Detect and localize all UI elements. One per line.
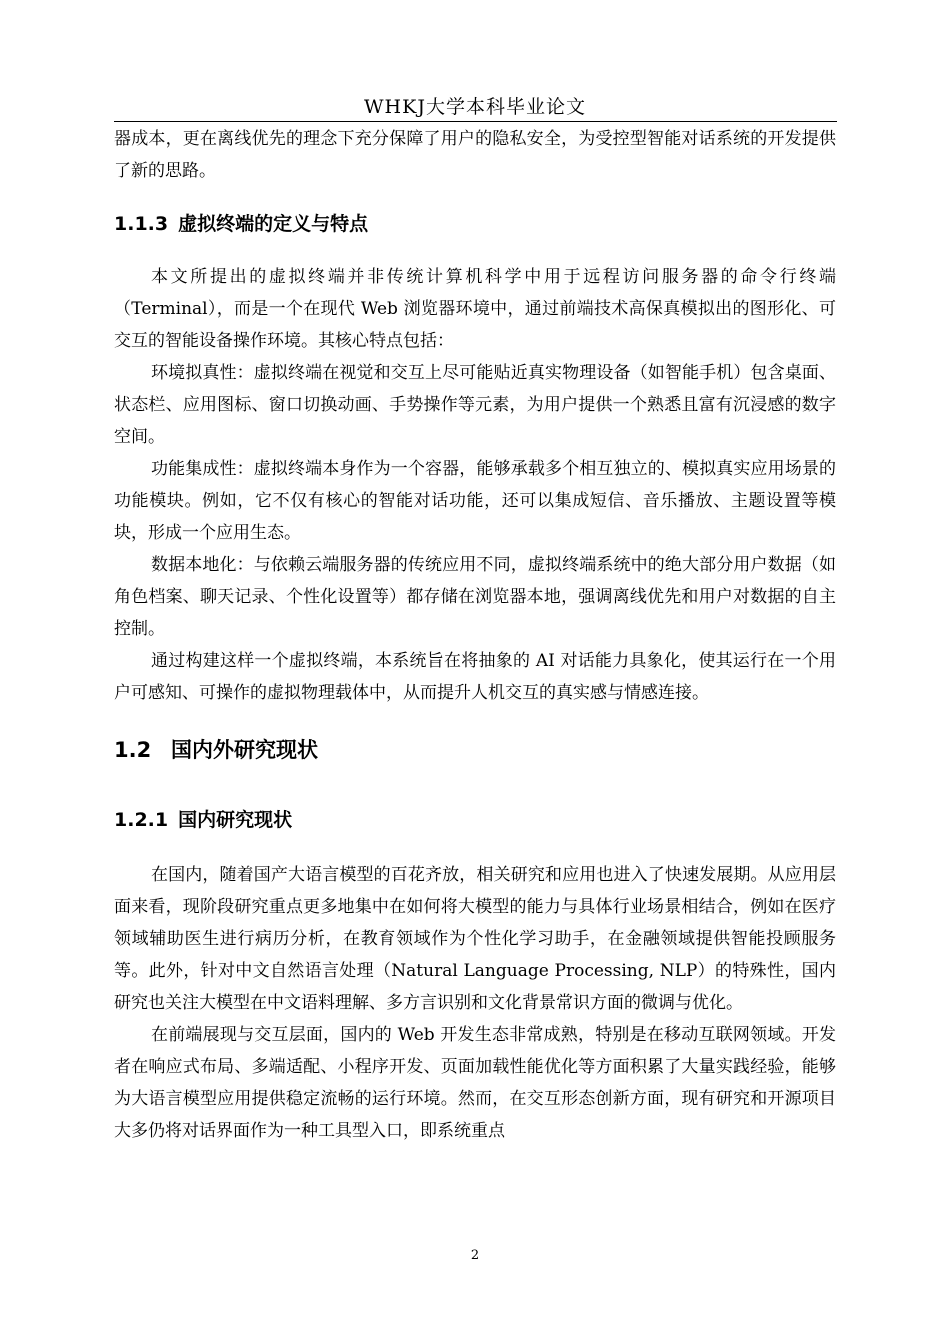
paragraph-data-localization: 数据本地化：与依赖云端服务器的传统应用不同，虚拟终端系统中的绝大部分用户数据（如角色档案、聊天记录、个性化设置等）都存储在浏览器本地，强调离线优先和用户对数据的自主控制。 xyxy=(114,555,836,639)
paragraph-terminal-intro: 本文所提出的虚拟终端并非传统计算机科学中用于远程访问服务器的命令行终端（Terminal），而是一个在现代 Web 浏览器环境中，通过前端技术高保真模拟出的图形化、可交互的智能设备操作环境。其核心特点包括： xyxy=(114,267,836,351)
page-content xyxy=(114,123,836,1147)
header-rule xyxy=(114,121,837,122)
section-number: 1.2 xyxy=(114,738,152,762)
section-title: 国内外研究现状 xyxy=(171,738,318,762)
paragraph-domestic-llm: 在国内，随着国产大语言模型的百花齐放，相关研究和应用也进入了快速发展期。从应用层面来看，现阶段研究重点更多地集中在如何将大模型的能力与具体行业场景相结合，例如在医疗领域辅助医生进行病历分析，在教育领域作为个性化学习助手，在金融领域提供智能投顾服务等。此外，针对中文自然语言处理（Natural Language Processing, NLP）的特殊性，国内研究也关注大模型在中文语料理解、多方言识别和文化背景常识方面的微调与优化。 xyxy=(114,865,836,1013)
paragraph-environment-realism: 环境拟真性：虚拟终端在视觉和交互上尽可能贴近真实物理设备（如智能手机）包含桌面、状态栏、应用图标、窗口切换动画、手势操作等元素，为用户提供一个熟悉且富有沉浸感的数字空间。 xyxy=(114,363,836,447)
paragraph-terminal-summary: 通过构建这样一个虚拟终端，本系统旨在将抽象的 AI 对话能力具象化，使其运行在一个用户可感知、可操作的虚拟物理载体中，从而提升人机交互的真实感与情感连接。 xyxy=(114,651,836,703)
section-title: 虚拟终端的定义与特点 xyxy=(178,213,369,235)
paragraph-continued: 器成本，更在离线优先的理念下充分保障了用户的隐私安全，为受控型智能对话系统的开发提供了新的思路。 xyxy=(114,129,836,181)
section-heading-1-2-1 xyxy=(114,804,836,836)
paragraph-function-integration: 功能集成性：虚拟终端本身作为一个容器，能够承载多个相互独立的、模拟真实应用场景的功能模块。例如，它不仅有核心的智能对话功能，还可以集成短信、音乐播放、主题设置等模块，形成一个应用生态。 xyxy=(114,459,836,543)
section-number: 1.2.1 xyxy=(114,809,169,831)
section-heading-1-2 xyxy=(114,733,836,767)
section-title: 国内研究现状 xyxy=(178,809,293,831)
section-number: 1.1.3 xyxy=(114,213,169,235)
page-number: 2 xyxy=(470,1248,480,1263)
page-header: WHKJ大学本科毕业论文 xyxy=(364,96,586,118)
paragraph-domestic-frontend: 在前端展现与交互层面，国内的 Web 开发生态非常成熟，特别是在移动互联网领域。开发者在响应式布局、多端适配、小程序开发、页面加载性能优化等方面积累了大量实践经验，能够为大语言模型应用提供稳定流畅的运行环境。然而，在交互形态创新方面，现有研究和开源项目大多仍将对话界面作为一种工具型入口，即系统重点 xyxy=(114,1025,836,1141)
section-heading-1-1-3 xyxy=(114,208,836,240)
